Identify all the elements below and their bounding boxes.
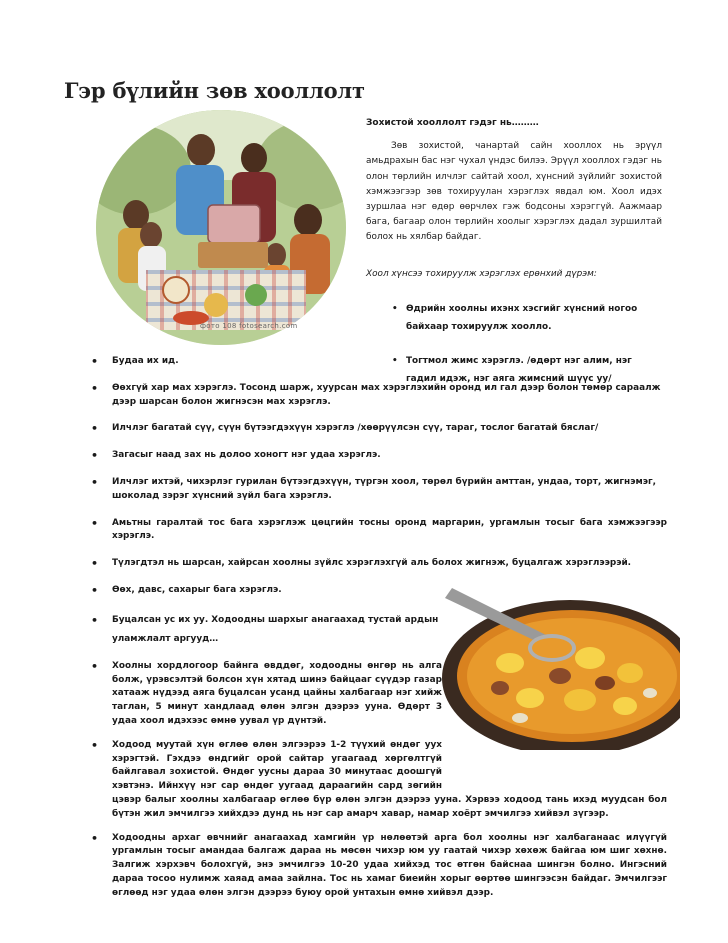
- list-item: • Өөхгүй хар мах хэрэглэ. Тосонд шарж, хуурсан мах хэрэглэхийн оронд ил гал дээр болон төмөр сараалж дээр шарсан болон жигнэсэн мах хэрэглэ.: [91, 382, 667, 410]
- page-title: Гэр бүлийн зөв хооллолт: [64, 78, 365, 103]
- list-item: • Хоолны хордлогоор байнга өвддөг, ходоодны өнгөр нь алга болж, үрэвсэлтэй болсон хүн хятад шинэ байцааг сүүдэр газар хатааж нүдээд аяга буцалсан усанд цайны халбагаар нэг хийж таглан, 5 минут хандлаад өлөн элгэн дээрээ ууна. Өдөрт 3 удаа хоол идэхээс өмнө уувал үр дүнтэй.: [91, 660, 667, 729]
- list-item: • Загасыг наад зах нь долоо хоногт нэг удаа хэрэглэ.: [91, 449, 667, 463]
- list-item: • Будаа их ид.: [91, 355, 667, 369]
- rules-heading: Хоол хүнсээ тохируулж хэрэглэх ерөнхий дүрэм:: [366, 268, 597, 279]
- family-picnic-photo: [96, 110, 346, 345]
- list-item: • Өөх, давс, сахарыг бага хэрэглэ.: [91, 584, 667, 598]
- list-item: • Амьтны гаралтай тос бага хэрэглэж цөцгийн тосны оронд маргарин, ургамлын тосыг бага хэмжээгээр хэрэглэ.: [91, 517, 667, 545]
- list-item: • Илчлэг ихтэй, чихэрлэг гурилан бүтээгдэхүүн, түргэн хоол, төрөл бүрийн амттан, ундаа, торт, жигнэмэг, шоколад зэрэг хүнсний зүйл бага хэрэглэ.: [91, 476, 667, 504]
- list-item: • Буцалсан ус их уу. Ходоодны шархыг анагаахад тустай ардын уламжлалт аргууд…: [91, 611, 667, 649]
- list-item: • Илчлэг багатай сүү, сүүн бүтээгдэхүүн хэрэглэ /хөөрүүлсэн сүү, тараг, тослог багатай бяслаг/: [91, 422, 667, 436]
- rule-item: • Тогтмол жимс хэрэглэ. /өдөрт нэг алим, нэг гадил идэж, нэг аяга жимсний шүүс уу/: [366, 352, 662, 389]
- photo-watermark: фото 108 fotosearch.com: [200, 322, 298, 330]
- list-item: • Ходоодны архаг өвчнийг анагаахад хамгийн үр нөлөөтэй арга бол хоолны нэг халбаганаас илүүгүй ургамлын тосыг амандаа балгаж дараа нь мөсөн чихэр юм уу гаатай чихэр хөхөж байгаа юм шиг хөхнө. Залгиж хэрхэвч болохгүй, энэ эмчилгээ 10-20 удаа хийхэд тос өтгөн байснаа шингэн болно. Ингэсний дараа тосоо нулимж хаяад амаа зайлна. Тос нь хамаг биеийн хорыг өөртөө шингээсэн байдаг. Эмчилгээг өглөөд нэг удаа өлөн элгэн дээрээ буюу орой унтахын өмнө хийвэл дээр.: [91, 832, 667, 901]
- stew-watermark: Хоол: [630, 589, 659, 604]
- advice-list: [91, 355, 667, 901]
- list-item: • Ходоод муутай хүн өглөө өлөн элгээрээ 1-2 түүхий өндөг уух хэрэгтэй. Гэхдээ өндгийг орой сайтар угаагаад хөргөлтгүй байлгавал зохистой. Өндөг уусны дараа 30 минутаас доошгүй хэвтэнэ. Ийнхүү нэг сар өндөг уугаад дараагийн сард зөгийн цэвэр балыг хоолны халбагаар өглөө бүр өлөн элгэн дээрээ ууна. Хэрвээ ходоод тань ихэд муудсан бол бүтэн жил эмчилгээ хийхдээ дунд нь нэг сар амарч хавар, намар хоёрт эмчилгээ хийвэл зүгээр.: [91, 739, 667, 822]
- definition-heading: Зохистой хооллолт гэдэг нь………: [366, 118, 539, 128]
- rule-item: • Өдрийн хоолны ихэнх хэсгийг хүнсний ногоо байхаар тохируулж хоолло.: [366, 300, 662, 337]
- list-item: • Түлэгдтэл нь шарсан, хайрсан хоолны зүйлс хэрэглэхгүй аль болох жигнэж, буцалгаж хэрэглээрэй.: [91, 557, 667, 571]
- definition-body: Зөв зохистой, чанартай сайн хооллох нь эрүүл амьдрахын бас нэг чухал үндэс билээ. Эрүүл хооллох гэдэг нь олон төрлийн илчлэг сайтай хоол, хүнсний зүйлийг зохистой хэмжээгээр зөв тохируулан хэрэглэх явдал юм. Хоол идэх зуршлаа нэг өдөр өөрчлөх гэж бодсоны хэрэггүй. Аажмаар бага, багаар олон төрлийн хоолыг хэрэглэх дадал зуршилтай болох нь хялбар байдаг.: [366, 141, 662, 243]
